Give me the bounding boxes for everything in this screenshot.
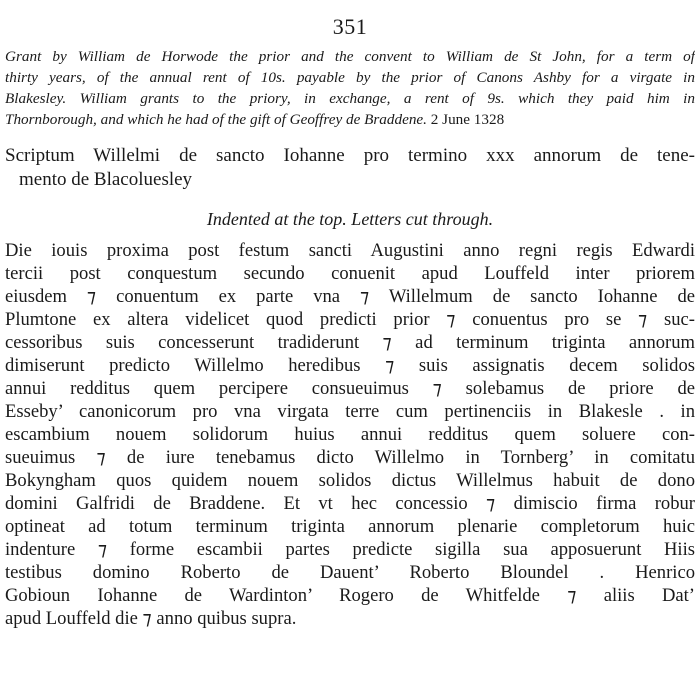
summary-line: thirty years, of the annual rent of 10s. payable by the prior of Canons Ashby for a virgate in	[5, 69, 695, 86]
charter-line: Gobioun Iohanne de Wardinton’ Rogero de Whitfelde ⁊ aliis Dat’	[5, 585, 695, 606]
charter-line: domini Galfridi de Braddene. Et vt hec concessio ⁊ dimiscio firma robur	[5, 493, 695, 514]
summary-line: Blakesley. William grants to the priory, in exchange, a rent of 9s. which they paid him in	[5, 90, 695, 107]
charter-line: dimiserunt predicto Willelmo heredibus ⁊ suis assignatis decem solidos	[5, 355, 695, 376]
charter-line: Die iouis proxima post festum sancti Augustini anno regni regis Edwardi	[5, 240, 695, 261]
charter-line: apud Louffeld die ⁊ anno quibus supra.	[5, 608, 297, 629]
heading-line-1: Scriptum Willelmi de sancto Iohanne pro termino xxx annorum de tene-	[5, 145, 695, 166]
summary-line-final	[5, 109, 695, 130]
document-page	[5, 0, 695, 630]
charter-line: Esseby’ canonicorum pro vna virgata terre cum pertinenciis in Blakesle . in	[5, 401, 695, 422]
charter-line: optineat ad totum terminum triginta annorum plenarie completorum huic	[5, 516, 695, 537]
summary-line: Thornborough, and which he had of the gift of Geoffrey de Braddene.	[5, 111, 427, 128]
charter-line: Bokyngham quos quidem nouem solidos dictus Willelmus habuit de dono	[5, 470, 695, 491]
charter-line: sueuimus ⁊ de iure tenebamus dicto Willelmo in Tornberg’ in comitatu	[5, 447, 695, 468]
charter-line: indenture ⁊ forme escambii partes predicte sigilla sua apposuerunt Hiis	[5, 539, 695, 560]
charter-line: testibus domino Roberto de Dauent’ Roberto Bloundel . Henrico	[5, 562, 695, 583]
document-heading	[5, 144, 695, 192]
charter-line: eiusdem ⁊ conuentum ex parte vna ⁊ Willelmum de sancto Iohanne de	[5, 286, 695, 307]
summary-paragraph	[5, 46, 695, 130]
editorial-note: Indented at the top. Letters cut through.	[206, 209, 494, 229]
summary-line: Grant by William de Horwode the prior and the convent to William de St John, for a term of	[5, 48, 695, 65]
charter-text	[5, 239, 695, 630]
charter-line: cessoribus suis concesserunt tradiderunt ⁊ ad terminum triginta annorum	[5, 332, 695, 353]
summary-date: 2 June 1328	[430, 111, 505, 128]
charter-line: escambium nouem solidorum huius annui redditus quem soluere con-	[5, 424, 695, 445]
heading-line-2: mento de Blacoluesley	[19, 169, 193, 190]
charter-line: tercii post conquestum secundo conuenit apud Louffeld inter priorem	[5, 263, 695, 284]
charter-line: Plumtone ex altera videlicet quod predicti prior ⁊ conuentus pro se ⁊ suc-	[5, 309, 695, 330]
page-number: 351	[332, 14, 368, 39]
charter-line: annui redditus quem percipere consueuimus ⁊ solebamus de priore de	[5, 378, 695, 399]
